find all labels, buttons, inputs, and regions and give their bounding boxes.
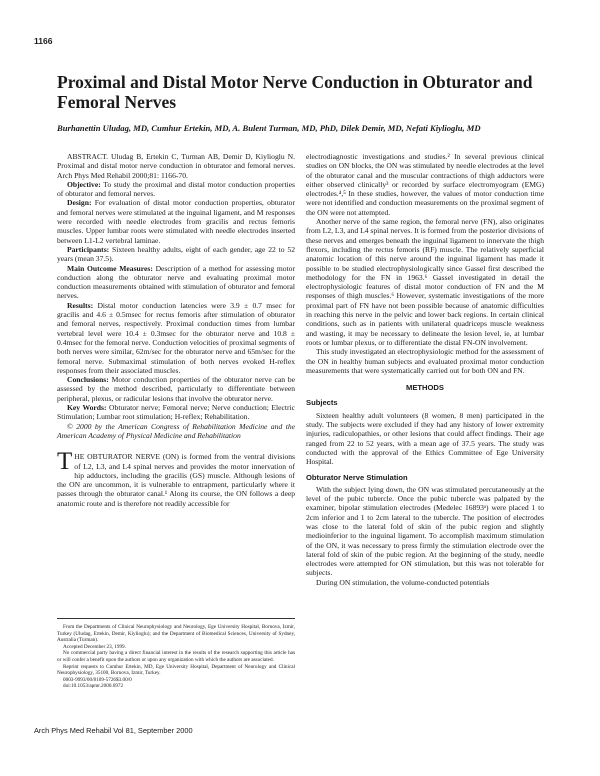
author-list: Burhanettin Uludag, MD, Cumhur Ertekin, MD, A. Bulent Turman, MD, PhD, Dilek Demir, MD, Nefati Kiylioglu, MD bbox=[57, 123, 481, 133]
body-paragraph: electrodiagnostic investigations and studies.² In several previous clinical studies on ON blocks, the ON was stimulated by needle electrodes at the level of the obturator canal and the muscular contractions of thigh adductors were either observed clinically³ or recorded by surface electromyogram (EMG) electrodes.⁴,⁵ In these studies, however, the values of motor conduction time were not identified and conduction measurements on the proximal segment of the ON were not attempted. bbox=[306, 152, 544, 217]
participants-text: Sixteen healthy adults, eight of each gender, age 22 to 52 years (mean 37.5). bbox=[57, 244, 295, 264]
journal-footer: Arch Phys Med Rehabil Vol 81, September 2000 bbox=[34, 726, 193, 735]
objective-label: Objective: bbox=[67, 179, 101, 189]
body-paragraph: Another nerve of the same region, the femoral nerve (FN), also originates from L2, L3, and L4 spinal nerves. It is formed from the posterior divisions of these nerves and emerges beneath the inguinal ligament to innervate the thigh flexors, including the rectus femoris (RF) muscle. The relatively superficial anatomic location of this nerve around the inguinal ligament has made it possible to be studied electrophysiologically since Gassel first described the methodology for the FN in 1963.⁶ Gassel investigated in detail the electrophysiologic features of distal motor conduction of FN and the M responses of thigh muscles.⁶ However, systematic investigations of the more proximal part of FN have not been possible because of anatomic difficulties in reaching this nerve in the pelvic and lower back regions. In certain clinical conditions, such as in patients with unilateral quadriceps muscle weakness and wasting, it may be necessary to delineate the lesion level, ie, at lumbar roots or lumbar plexus, or to differentiate the distal FN-ON involvement. bbox=[306, 217, 544, 347]
outcome-label: Main Outcome Measures: bbox=[67, 263, 153, 273]
outcome-text: Description of a method for assessing motor conduction along the obturator nerve and evaluating proximal motor conduction measurements obtained with stimulation of obturator and femoral nerves. bbox=[57, 263, 295, 301]
subjects-heading: Subjects bbox=[306, 398, 338, 408]
footnote-doi: doi:10.1053/apmr.2000.6972 bbox=[63, 683, 124, 690]
footnote-disclosure: No commercial party having a direct financial interest in the results of the research supporting this article has or will confer a benefit upon the authors or upon any organization with which the authors are associated. bbox=[57, 650, 295, 663]
objective-text: To study the proximal and distal motor conduction properties of obturator and femoral nerves. bbox=[57, 179, 295, 199]
keywords-text: Obturator nerve; Femoral nerve; Nerve conduction; Electric Stimulation; Lumbar root stimulation; H-reflex; Rehabilitation. bbox=[57, 403, 295, 422]
drop-cap: T bbox=[57, 448, 73, 476]
abstract-design bbox=[57, 198, 295, 244]
design-text: For evaluation of distal motor conduction properties, obturator and femoral nerves were stimulated at the inguinal ligament, and M responses were recorded with needle electrodes from gracilis and rectus femoris muscles. Upper lumbar roots were stimulated with needle electrodes inserted between L1-L2 vertebral laminae. bbox=[57, 198, 295, 245]
footnotes bbox=[57, 624, 295, 690]
conclusions-label: Conclusions: bbox=[67, 375, 109, 385]
subjects-paragraph: Sixteen healthy adult volunteers (8 women, 8 men) participated in the study. The subjects were excluded if they had any history of lower extremity injuries, radiculopathies, or other lesions that could affect findings. Their age ranged from 22 to 52 years, with a mean age of 37.5 years. The study was conducted with the approval of the Ethics Committee of Ege University Hospital. bbox=[306, 410, 544, 467]
footnote-accepted: Accepted December 23, 1999. bbox=[63, 643, 126, 650]
footnote-affiliation: From the Departments of Clinical Neurophysiology and Neurology, Ege University Hospital, Bornova, Izmir, Turkey (Uludag, Ertekin, Demir, Kiylioglu); and the Department of Biomedical Sciences, University of Sydney, Australia (Turman). bbox=[57, 624, 295, 644]
abstract-objective bbox=[57, 180, 295, 199]
abstract-participants bbox=[57, 245, 295, 264]
abstract-conclusions bbox=[57, 375, 295, 403]
intro-text: (ON) is formed from the ventral divisions of L2, L3, and L4 spinal nerves and provides the motor innervation of hip adductors, including the gracilis (GS) muscle. Although lesions of the ON are uncommon, it is vulnerable to entrapment, particularly where it passes through the obturator canal.¹ Along its course, the ON follows a deep anatomic route and is therefore not readily accessible for bbox=[57, 452, 295, 508]
footnote-issn: 0003-9993/00/8109-5726$3.00/0 bbox=[63, 676, 132, 683]
design-label: Design: bbox=[67, 198, 92, 208]
stimulation-paragraph: With the subject lying down, the ON was stimulated percutaneously at the level of the pubic tubercle. Once the pubic tubercle was palpated by the examiner, bipolar stimulation electrodes (Medelec 16893ᵃ) were placed 1 to 2cm inferior and 1 to 2cm lateral to the tubercle. The position of electrodes was close to the lateral fold of skin of the pubic region and slightly medioinferior to the inguinal ligament. To accomplish maximum stimulation of the ON, it was necessary to press firmly the stimulation electrode over the lateral fold of skin of the pubic region. At the beginning of the study, needle electrodes were attempted for ON stimulation, but this was not tolerable for subjects. bbox=[306, 484, 544, 578]
footnote-reprints: Reprint requests to Cumhur Ertekin, MD, Ege University Hospital, Department of Neurology and Clinical Neurophysiology, 35100, Bornova, Izmir, Turkey. bbox=[57, 663, 295, 677]
conclusions-text: Motor conduction properties of the obturator nerve can be assessed by the method described, particularly to differentiate between peripheral, plexus, or radicular lesions that involve the obturator nerve. bbox=[57, 375, 295, 403]
copyright-notice: © 2000 by the American Congress of Rehabilitation Medicine and the American Academy of Physical Medicine and Rehabilitation bbox=[57, 421, 295, 440]
left-column bbox=[57, 152, 295, 508]
right-column bbox=[306, 152, 544, 587]
abstract-outcome bbox=[57, 264, 295, 301]
abstract-keywords bbox=[57, 403, 295, 422]
citation: ABSTRACT. Uludag B, Ertekin C, Turman AB, Demir D, Kiylioglu N. Proximal and distal motor nerve conduction in obturator and femoral nerves. Arch Phys Med Rehabil 2000;81: 1166-70. bbox=[57, 152, 295, 180]
results-text: Distal motor conduction latencies were 3.9 ± 0.7 msec for gracilis and 4.6 ± 0.5msec for rectus femoris after stimulation of obturator and femoral nerves, respectively. Proximal conduction times from lumbar vertebral level were 10.4 ± 0.3msec for the obturator nerve and 10.8 ± 0.4msec for the femoral nerve. Conduction velocities of proximal segments of both nerves were similar, 62m/sec for the obturator nerve and 65m/sec for the femoral nerve. Submaximal stimulation of both nerves evoked H-reflex responses from their associated muscles. bbox=[57, 300, 295, 375]
article-title: Proximal and Distal Motor Nerve Conduction in Obturator and Femoral Nerves bbox=[57, 72, 533, 112]
methods-heading: METHODS bbox=[406, 383, 444, 393]
results-label: Results: bbox=[67, 300, 94, 310]
keywords-label: Key Words: bbox=[67, 403, 107, 413]
abstract-results bbox=[57, 301, 295, 375]
stimulation-heading: Obturator Nerve Stimulation bbox=[306, 472, 408, 482]
page-number: 1166 bbox=[34, 36, 53, 46]
participants-label: Participants: bbox=[67, 244, 110, 254]
body-paragraph: This study investigated an electrophysiologic method for the assessment of the ON in healthy human subjects and evaluated proximal motor conduction measurements that were systematically carried out for both ON and FN. bbox=[306, 347, 544, 375]
stimulation-paragraph: During ON stimulation, the volume-conducted potentials bbox=[316, 577, 490, 587]
intro-smallcaps: HE OBTURATOR NERVE bbox=[74, 452, 161, 462]
introduction-paragraph bbox=[57, 448, 295, 508]
footnote-rule bbox=[57, 618, 295, 619]
